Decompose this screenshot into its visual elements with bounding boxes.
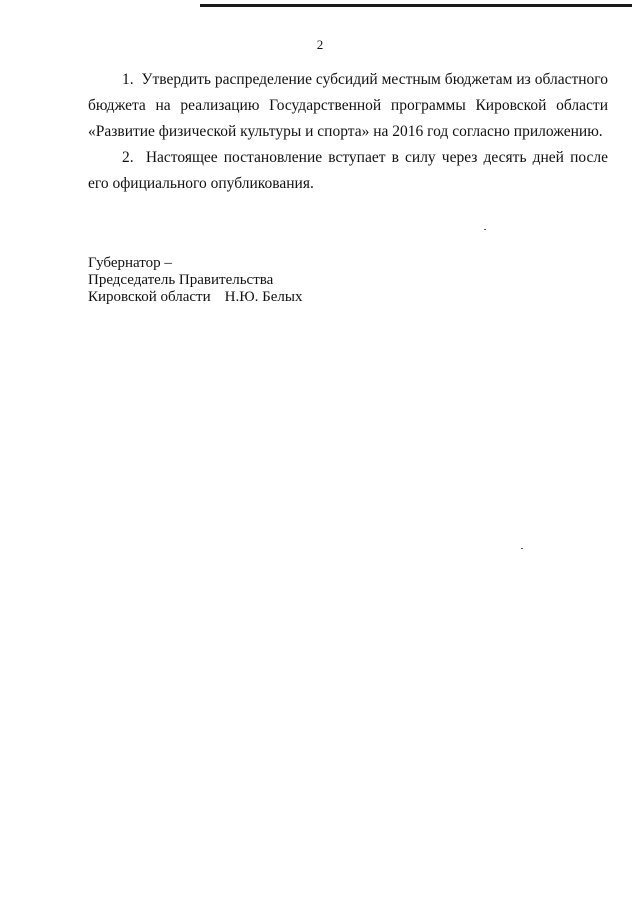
signature-block bbox=[88, 255, 302, 306]
paragraph-1 bbox=[88, 67, 608, 145]
scan-speck bbox=[484, 229, 486, 230]
paragraph-1-text: Утвердить распределение субсидий местным бюджетам из областного бюджета на реализацию Государственной программы Кировской области «Развитие физической культуры и спорта» на 2016 год согласно приложению. bbox=[88, 71, 608, 140]
page-number: 2 bbox=[316, 37, 324, 52]
signature-title-line-3-row bbox=[88, 289, 302, 306]
signature-title-line-2: Председатель Правительства bbox=[88, 272, 274, 288]
signature-title-line-3: Кировской области bbox=[88, 289, 211, 305]
paragraph-2-text: Настоящее постановление вступает в силу через десять дней после его официального опубликования. bbox=[88, 149, 608, 192]
paragraph-2-number: 2. bbox=[122, 149, 134, 166]
paragraph-2 bbox=[88, 145, 608, 197]
signature-title-line-1: Губернатор – bbox=[88, 255, 172, 271]
paragraph-1-number: 1. bbox=[122, 71, 134, 88]
scan-speck bbox=[521, 548, 523, 549]
top-rule bbox=[200, 4, 632, 7]
signatory-name: Н.Ю. Белых bbox=[224, 289, 303, 305]
